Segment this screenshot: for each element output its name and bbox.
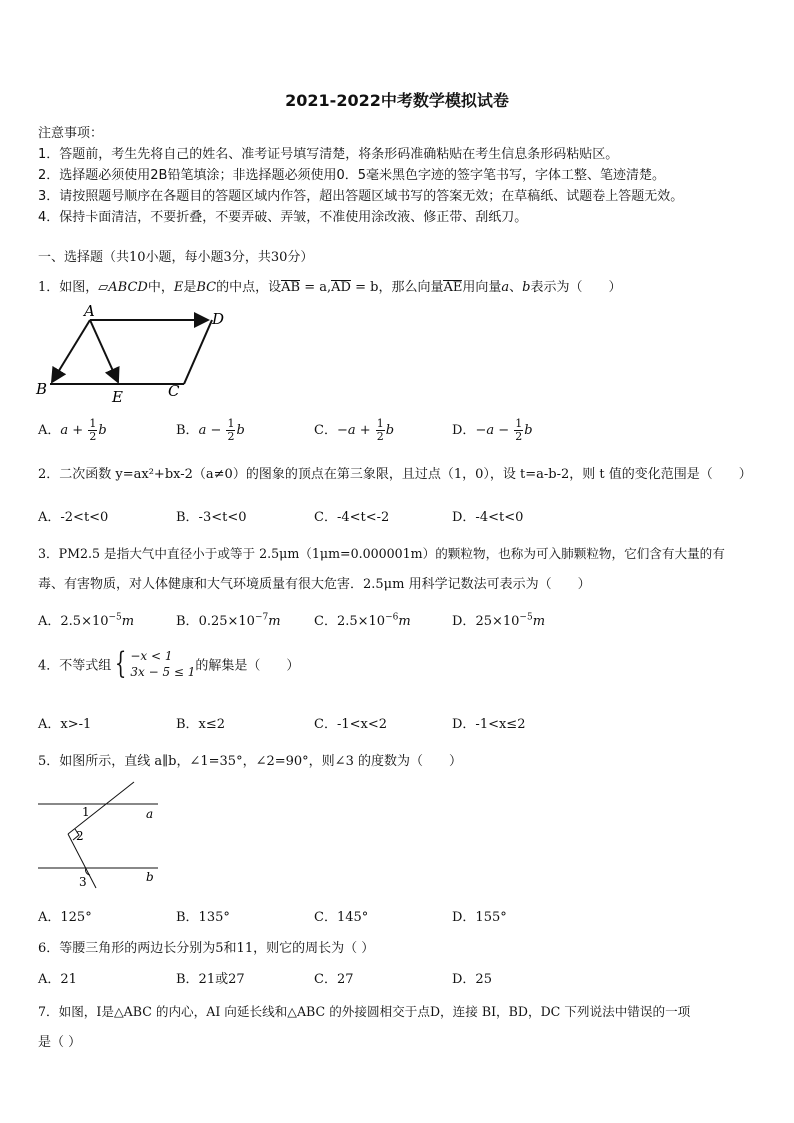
option-base: 0.25×10 bbox=[198, 614, 255, 629]
q1-eq-a: = a, bbox=[300, 280, 332, 295]
q4-option-a[interactable]: A．x>-1 bbox=[38, 717, 92, 732]
label-c: C bbox=[168, 382, 180, 400]
fraction bbox=[514, 418, 523, 443]
line-b-label: b bbox=[146, 870, 154, 884]
option-unit: m bbox=[121, 614, 135, 629]
q1-point-e: E bbox=[173, 280, 184, 295]
q1-option-a[interactable] bbox=[38, 418, 107, 443]
line-a-label: a bbox=[146, 807, 154, 821]
q1-vec-b: b bbox=[522, 280, 531, 295]
question-6-stem: 6．等腰三角形的两边长分别为5和11，则它的周长为（ ） bbox=[38, 941, 375, 956]
question-1-stem bbox=[38, 276, 621, 295]
option-vector: b bbox=[385, 423, 395, 438]
vector-ae-arrow bbox=[90, 320, 118, 382]
q3-option-a[interactable] bbox=[38, 610, 134, 629]
page-title: 2021-2022中考数学模拟试卷 bbox=[285, 91, 509, 110]
option-label: B． bbox=[176, 614, 199, 629]
option-exponent: −7 bbox=[254, 612, 269, 623]
notice-item-1: 1．答题前，考生先将自己的姓名、准考证号填写清楚，将条形码准确粘贴在考生信息条形码粘贴区。 bbox=[38, 147, 619, 162]
q1-shape: ABCD bbox=[108, 280, 148, 295]
option-base: 2.5×10 bbox=[60, 614, 109, 629]
angle-1-label: 1 bbox=[82, 805, 90, 819]
option-label: C． bbox=[314, 614, 337, 629]
parallel-lines-figure bbox=[34, 778, 164, 890]
option-unit: m bbox=[268, 614, 281, 629]
q6-option-a[interactable]: A．21 bbox=[38, 972, 77, 987]
q1-text-g: 表示为（ ） bbox=[530, 280, 622, 295]
q2-option-d[interactable]: D．-4<t<0 bbox=[452, 510, 524, 525]
option-unit: m bbox=[398, 614, 411, 629]
q1-text-e: ，那么向量 bbox=[378, 280, 444, 295]
label-e: E bbox=[112, 388, 123, 406]
option-base: 25×10 bbox=[475, 614, 520, 629]
denominator: 2 bbox=[376, 430, 384, 443]
q6-option-d[interactable]: D．25 bbox=[452, 972, 492, 987]
option-vector: b bbox=[98, 423, 107, 438]
numerator: 1 bbox=[515, 417, 523, 430]
question-4-stem bbox=[38, 648, 299, 680]
q1-text-d: 的中点，设 bbox=[216, 280, 282, 295]
option-term: a − bbox=[198, 423, 226, 438]
q2-option-c[interactable]: C．-4<t<-2 bbox=[314, 510, 390, 525]
fraction bbox=[88, 418, 97, 443]
option-label: B． bbox=[176, 423, 199, 438]
question-7-line-1: 7．如图，I是△ABC 的内心，AI 向延长线和△ABC 的外接圆相交于点D，连接 BI，BD，DC 下列说法中错误的一项 bbox=[38, 1004, 691, 1019]
angle-3-label: 3 bbox=[79, 875, 87, 889]
vector-ab: AB bbox=[281, 280, 301, 295]
option-exponent: −5 bbox=[519, 612, 533, 623]
numerator: 1 bbox=[227, 417, 235, 430]
question-3-line-1: 3．PM2.5 是指大气中直径小于或等于 2.5μm（1μm=0.000001m）的颗粒物，也称为可入肺颗粒物，它们含有大量的有 bbox=[38, 546, 725, 561]
label-a: A bbox=[84, 302, 95, 320]
inequality-1: −x < 1 bbox=[130, 649, 173, 663]
numerator: 1 bbox=[89, 417, 97, 430]
option-term: −a − bbox=[475, 423, 514, 438]
option-label: D． bbox=[452, 614, 476, 629]
parallelogram-figure bbox=[34, 302, 234, 406]
q5-option-b[interactable]: B．135° bbox=[176, 910, 230, 925]
notice-item-2: 2．选择题必须使用2B铅笔填涂；非选择题必须使用0．5毫米黑色字迹的签字笔书写，字体工整、笔迹清楚。 bbox=[38, 168, 666, 183]
inequality-system bbox=[130, 648, 195, 680]
notice-heading: 注意事项： bbox=[38, 126, 104, 141]
q1-segment-bc: BC bbox=[196, 280, 217, 295]
option-vector: b bbox=[236, 423, 245, 438]
q1-option-d[interactable] bbox=[452, 418, 533, 443]
q1-text-f: 用向量 bbox=[462, 280, 502, 295]
inequality-2: 3x − 5 ≤ 1 bbox=[130, 665, 196, 679]
denominator: 2 bbox=[227, 430, 235, 443]
q5-option-a[interactable]: A．125° bbox=[38, 910, 92, 925]
q4-option-b[interactable]: B．x≤2 bbox=[176, 717, 226, 732]
denominator: 2 bbox=[89, 430, 97, 443]
vector-ae: AE bbox=[443, 280, 463, 295]
vector-ab-arrow bbox=[52, 320, 90, 382]
option-vector: b bbox=[524, 423, 533, 438]
notice-item-3: 3．请按照题号顺序在各题目的答题区域内作答，超出答题区域书写的答案无效；在草稿纸、试题卷上答题无效。 bbox=[38, 189, 684, 204]
q5-option-c[interactable]: C．145° bbox=[314, 910, 369, 925]
option-term: −a + bbox=[336, 423, 375, 438]
option-label: A． bbox=[38, 423, 61, 438]
option-term: a + bbox=[60, 423, 88, 438]
option-label: C． bbox=[314, 423, 337, 438]
q6-option-b[interactable]: B．21或27 bbox=[176, 972, 245, 987]
transversal-upper bbox=[68, 782, 134, 834]
q1-text-b: 中， bbox=[147, 280, 174, 295]
question-5-stem: 5．如图所示，直线 a∥b，∠1=35°，∠2=90°，则∠3 的度数为（ ） bbox=[38, 754, 462, 769]
option-exponent: −6 bbox=[385, 612, 399, 623]
option-label: A． bbox=[38, 614, 61, 629]
q2-option-a[interactable]: A．-2<t<0 bbox=[38, 510, 109, 525]
q3-option-d[interactable] bbox=[452, 610, 545, 629]
parallelogram-symbol: ▱ bbox=[98, 280, 109, 295]
q5-option-d[interactable]: D．155° bbox=[452, 910, 507, 925]
q2-option-b[interactable]: B．-3<t<0 bbox=[176, 510, 247, 525]
q1-vec-a: a bbox=[501, 280, 510, 295]
q3-option-b[interactable] bbox=[176, 610, 281, 629]
denominator: 2 bbox=[515, 430, 523, 443]
q1-text-a: 1．如图， bbox=[38, 280, 99, 295]
fraction bbox=[376, 418, 385, 443]
brace-symbol: { bbox=[115, 646, 127, 681]
angle-2-label: 2 bbox=[76, 829, 84, 843]
q6-option-c[interactable]: C．27 bbox=[314, 972, 354, 987]
label-d: D bbox=[212, 310, 225, 328]
q4-post: 的解集是（ ） bbox=[195, 658, 300, 674]
notice-item-4: 4．保持卡面清洁，不要折叠，不要弄破、弄皱，不准使用涂改液、修正带、刮纸刀。 bbox=[38, 210, 528, 225]
q1-text-c: 是 bbox=[183, 280, 197, 295]
numerator: 1 bbox=[376, 417, 384, 430]
q3-option-c[interactable] bbox=[314, 610, 411, 629]
q4-option-c[interactable]: C．-1<x<2 bbox=[314, 717, 387, 732]
question-7-line-2: 是（ ） bbox=[38, 1035, 82, 1050]
question-2-stem: 2．二次函数 y=ax²+bx-2（a≠0）的图象的顶点在第三象限，且过点（1，0），设 t=a-b-2，则 t 值的变化范围是（ ） bbox=[38, 467, 752, 482]
q1-option-b[interactable] bbox=[176, 418, 245, 443]
q4-option-d[interactable]: D．-1<x≤2 bbox=[452, 717, 526, 732]
q1-eq-b: = b bbox=[350, 280, 379, 295]
q4-pre: 4．不等式组 bbox=[38, 658, 112, 674]
option-unit: m bbox=[532, 614, 546, 629]
q1-option-c[interactable] bbox=[314, 418, 394, 443]
vector-ad: AD bbox=[331, 280, 351, 295]
option-exponent: −5 bbox=[108, 612, 122, 623]
fraction bbox=[226, 418, 235, 443]
option-label: D． bbox=[452, 423, 476, 438]
section-heading: 一、选择题（共10小题，每小题3分，共30分） bbox=[38, 250, 314, 265]
label-b: B bbox=[36, 380, 48, 398]
side-cd bbox=[184, 320, 212, 384]
question-3-line-2: 毒、有害物质，对人体健康和大气环境质量有很大危害．2.5μm 用科学记数法可表示为（ ） bbox=[38, 577, 591, 592]
option-base: 2.5×10 bbox=[336, 614, 386, 629]
q1-sep: 、 bbox=[509, 280, 523, 295]
